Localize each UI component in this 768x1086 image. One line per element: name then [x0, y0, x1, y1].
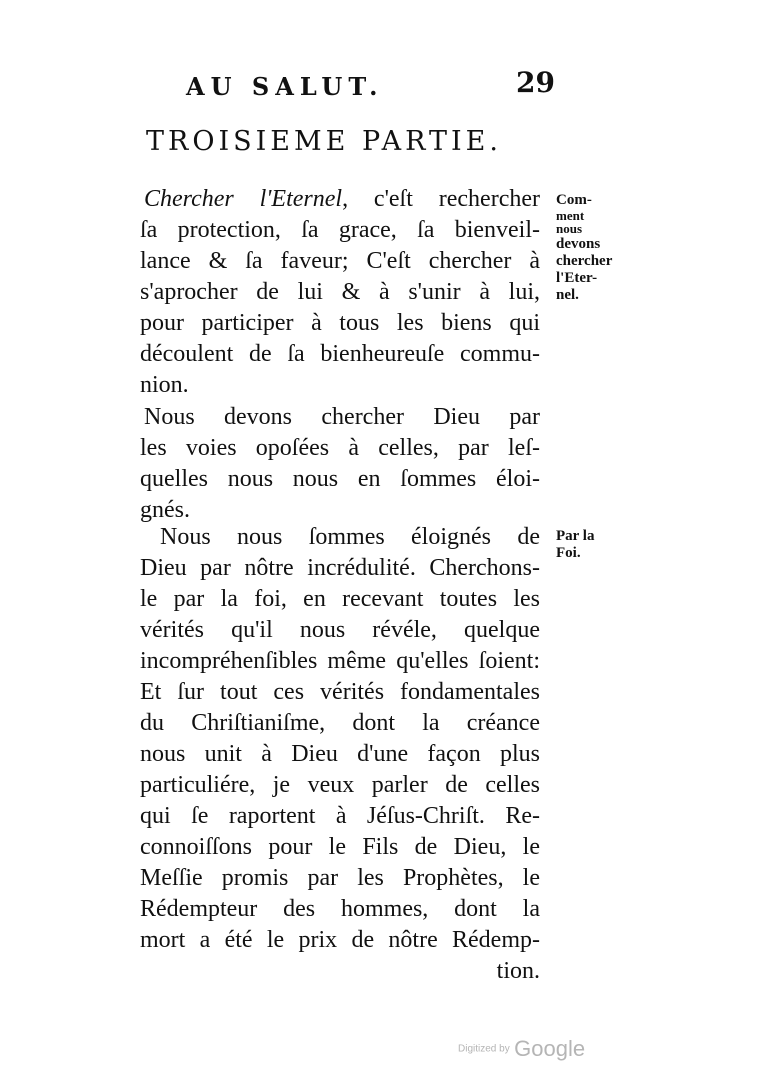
- text-line: Chercher l'Eternel, c'eſt rechercher: [144, 186, 540, 212]
- text-line: Dieu par nôtre incrédulité. Cherchons-: [140, 555, 540, 581]
- text-line: s'aprocher de lui & à s'unir à lui,: [140, 279, 540, 305]
- text-line: Meſſie promis par les Prophètes, le: [140, 865, 540, 891]
- paragraph-3: [140, 522, 540, 987]
- google-logo: Google: [514, 1036, 586, 1061]
- text-line: quelles nous nous en ſommes éloi-: [140, 466, 540, 492]
- running-title: AU SALUT.: [186, 72, 384, 101]
- text-line: pour participer à tous les biens qui: [140, 310, 540, 336]
- margin-note-comment: [556, 192, 612, 304]
- margin-note-line: Foi.: [556, 545, 581, 561]
- lead-phrase: Chercher l'Eternel: [144, 186, 343, 212]
- margin-note-line: nel.: [556, 287, 579, 303]
- paragraph-1: [140, 184, 540, 401]
- margin-note-line: Par la: [556, 528, 595, 544]
- paragraph-2: [140, 402, 540, 526]
- margin-note-line: nous: [556, 221, 583, 236]
- text-line: mort a été le prix de nôtre Rédemp-: [140, 927, 540, 953]
- text-line: découlent de ſa bienheureuſe commu-: [140, 341, 540, 367]
- text-line: Et ſur tout ces vérités fondamentales: [140, 679, 540, 705]
- text-line: les voies opoſées à celles, par leſ-: [140, 435, 540, 461]
- margin-note-line: ment: [556, 208, 585, 223]
- text-line: nion.: [140, 372, 189, 398]
- margin-note-line: chercher: [556, 253, 613, 269]
- margin-note-line: devons: [556, 236, 601, 252]
- margin-note-line: Com-: [556, 192, 592, 208]
- text-line: particuliére, je veux parler de celles: [140, 772, 540, 798]
- text-line: du Chriſtianiſme, dont la créance: [140, 710, 540, 736]
- text-line: vérités qu'il nous révéle, quelque: [140, 617, 540, 643]
- text-line: Nous nous ſommes éloignés de: [160, 524, 540, 550]
- text-line: gnés.: [140, 497, 190, 523]
- text-line: nous unit à Dieu d'une façon plus: [140, 741, 540, 767]
- section-heading: TROISIEME PARTIE.: [146, 126, 502, 157]
- text-line: qui ſe raportent à Jéſus-Chriſt. Re-: [140, 803, 540, 829]
- margin-note-par-la-foi: [556, 528, 594, 562]
- text-line: lance & ſa faveur; C'eſt chercher à: [140, 248, 540, 274]
- digitized-watermark: [458, 1036, 585, 1062]
- text-line: tion.: [496, 958, 540, 984]
- page-number: 29: [516, 66, 555, 99]
- text-line: incompréhenſibles même qu'elles ſoient:: [140, 648, 540, 674]
- text-line: connoiſſons pour le Fils de Dieu, le: [140, 834, 540, 860]
- text-line: ſa protection, ſa grace, ſa bienveil-: [140, 217, 540, 243]
- text-line: Nous devons chercher Dieu par: [144, 404, 540, 430]
- watermark-prefix: Digitized by: [458, 1043, 510, 1055]
- text-line: le par la foi, en recevant toutes les: [140, 586, 540, 612]
- margin-note-line: l'Eter-: [556, 270, 598, 286]
- text-line: Rédempteur des hommes, dont la: [140, 896, 540, 922]
